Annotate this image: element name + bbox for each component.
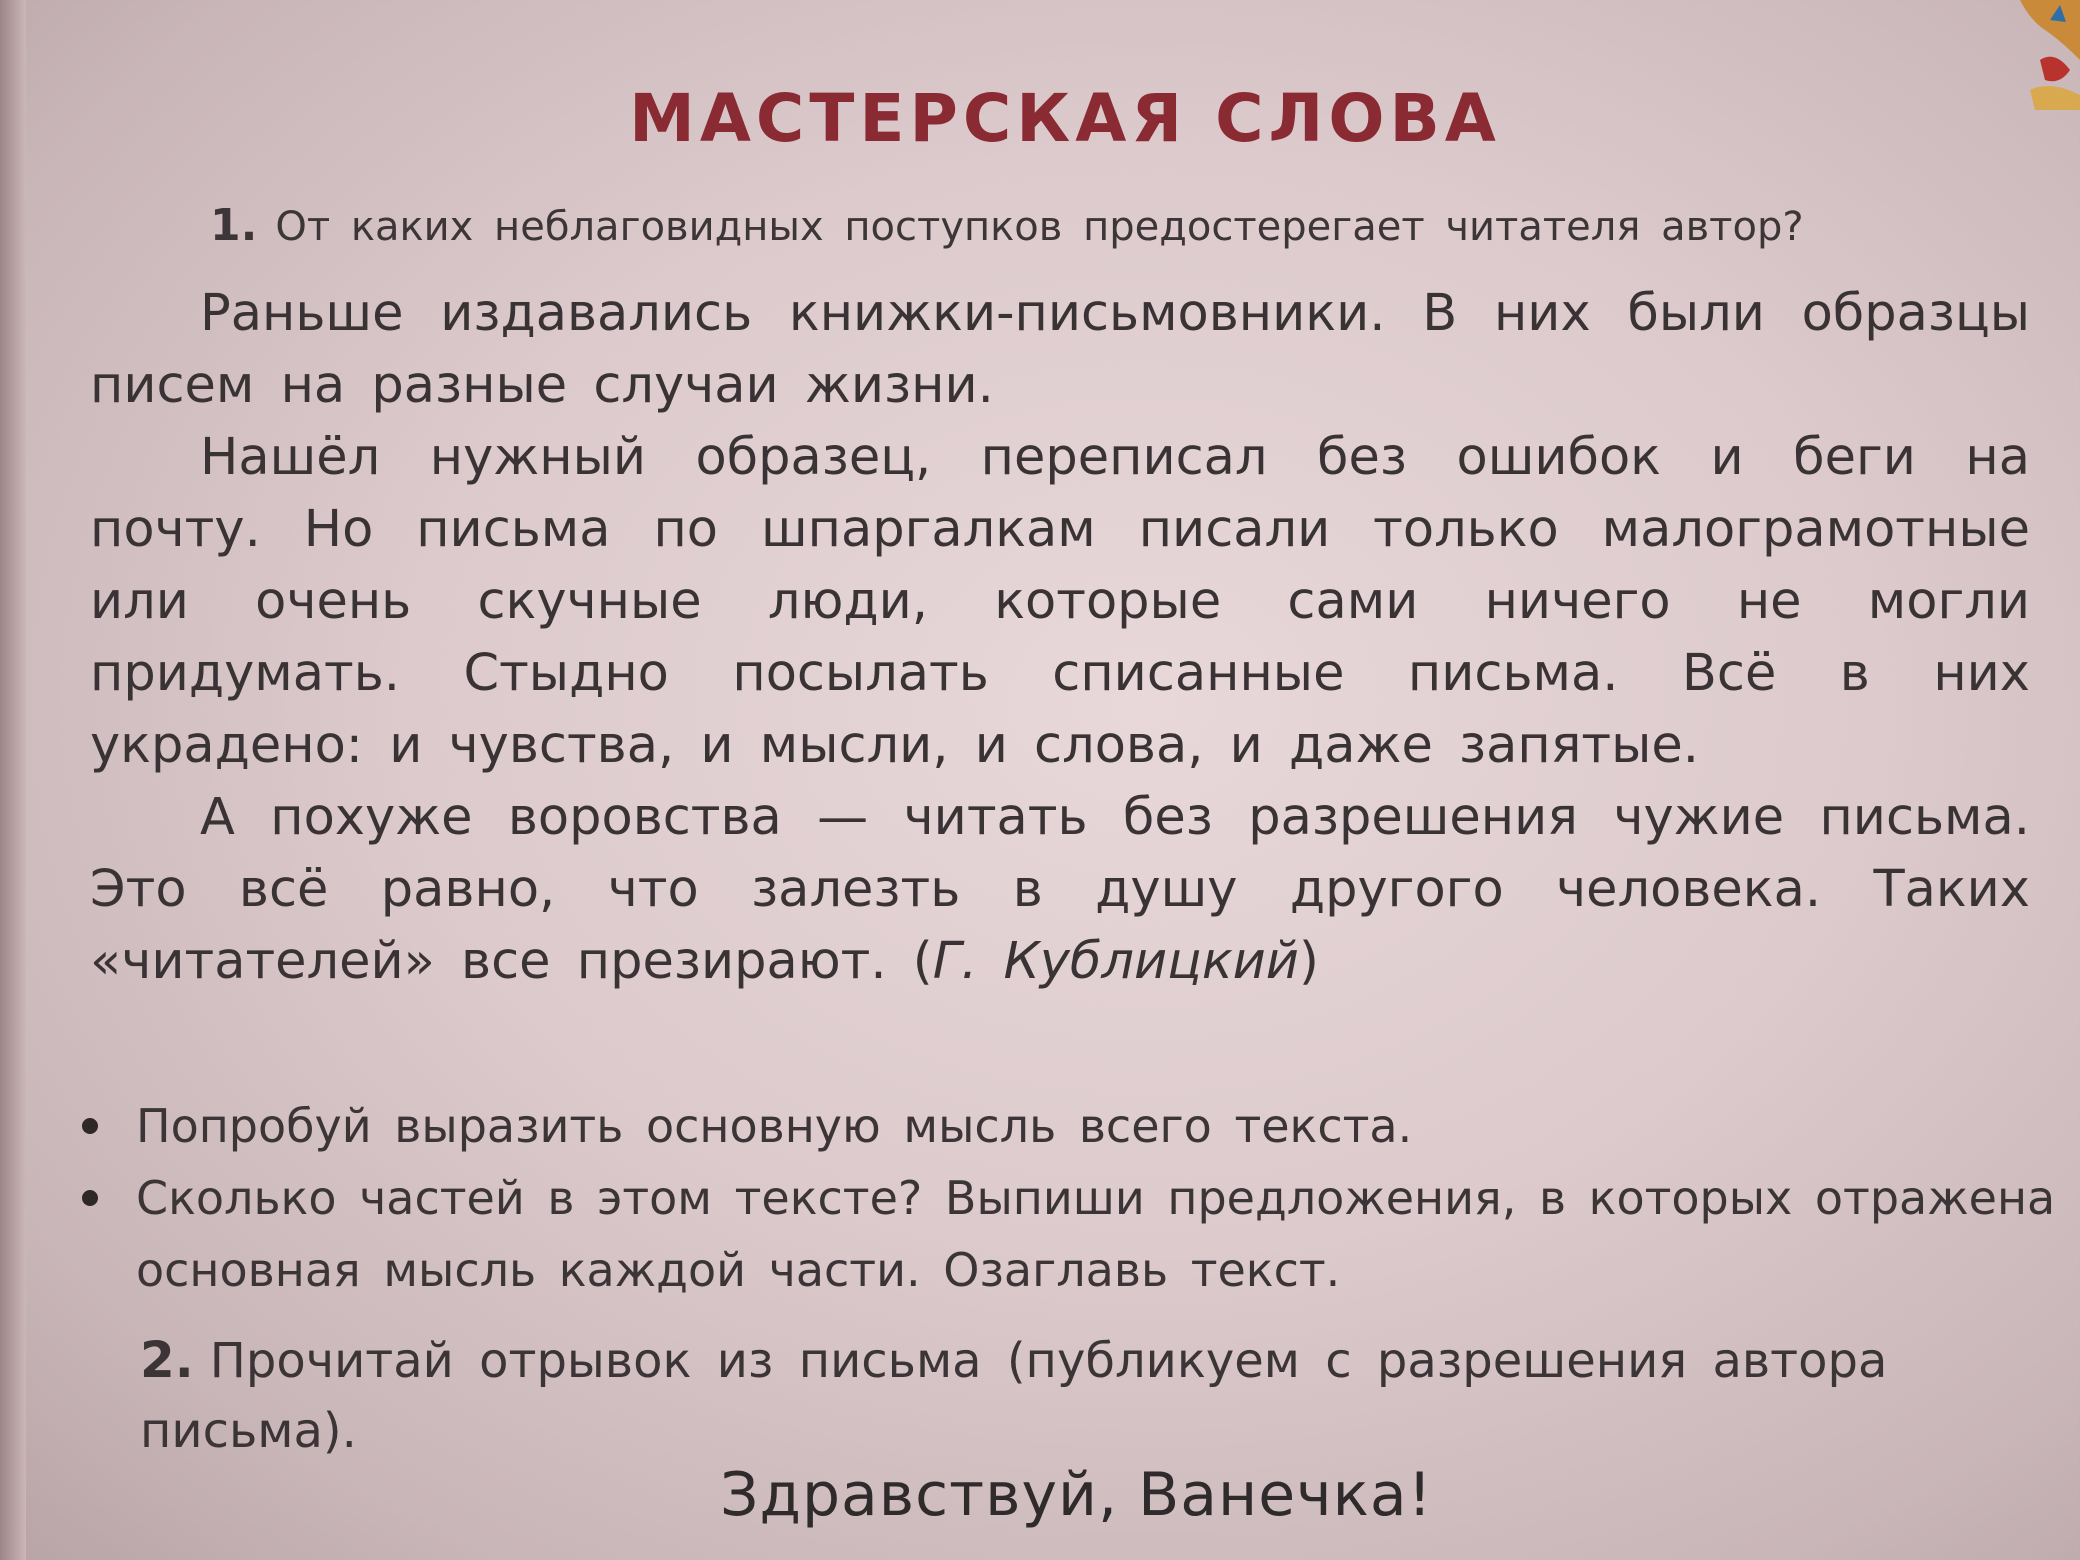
question-2-line: [50, 1325, 2080, 1466]
passage-author: Г. Кублицкий: [932, 932, 1299, 991]
section-title: МАСТЕРСКАЯ СЛОВА: [629, 80, 1501, 157]
question-1-number: 1.: [210, 200, 258, 251]
page-edge: [0, 0, 26, 1560]
textbook-page: [70, 60, 2060, 1540]
passage-paragraph-3-text: А похуже воровства — читать без разрешения чужие письма. Это всё равно, что залезть в душу другого человека. Таких «читателей» все презирают.: [90, 788, 2030, 991]
question-2: [50, 1325, 2080, 1466]
task-item: [70, 1162, 2060, 1306]
author-close-paren: ): [1298, 932, 1319, 991]
reading-passage: [90, 278, 2030, 998]
bullet-icon: [82, 1190, 98, 1206]
task-text: Сколько частей в этом тексте? Выпиши предложения, в которых отражена основная мысль каждой части. Озаглавь текст.: [136, 1171, 2056, 1297]
passage-paragraph-2: Нашёл нужный образец, переписал без ошибок и беги на почту. Но письма по шпаргалкам писали только малограмотные или очень скучные люди, которые сами ничего не могли придумать. Стыдно посылать списанные письма. Всё в них украдено: и чувства, и мысли, и слова, и даже запятые.: [90, 428, 2030, 775]
letter-greeting: Здравствуй, Ванечка!: [720, 1460, 1433, 1530]
question-1-text: От каких неблаговидных поступков предостерегает читателя автор?: [275, 204, 1804, 250]
passage-paragraph-1: Раньше издавались книжки-письмовники. В них были образцы писем на разные случаи жизни.: [90, 284, 2030, 415]
question-1: [210, 200, 1804, 251]
author-open-paren: (: [886, 932, 933, 991]
question-2-number: 2.: [140, 1331, 194, 1389]
question-2-text: Прочитай отрывок из письма (публикуем с разрешения автора письма).: [140, 1333, 1888, 1459]
task-item: [70, 1090, 2060, 1162]
bullet-icon: [82, 1118, 98, 1134]
task-list: [70, 1090, 2060, 1306]
task-text: Попробуй выразить основную мысль всего текста.: [136, 1099, 1413, 1153]
passage-paragraph-3: [90, 782, 2030, 998]
